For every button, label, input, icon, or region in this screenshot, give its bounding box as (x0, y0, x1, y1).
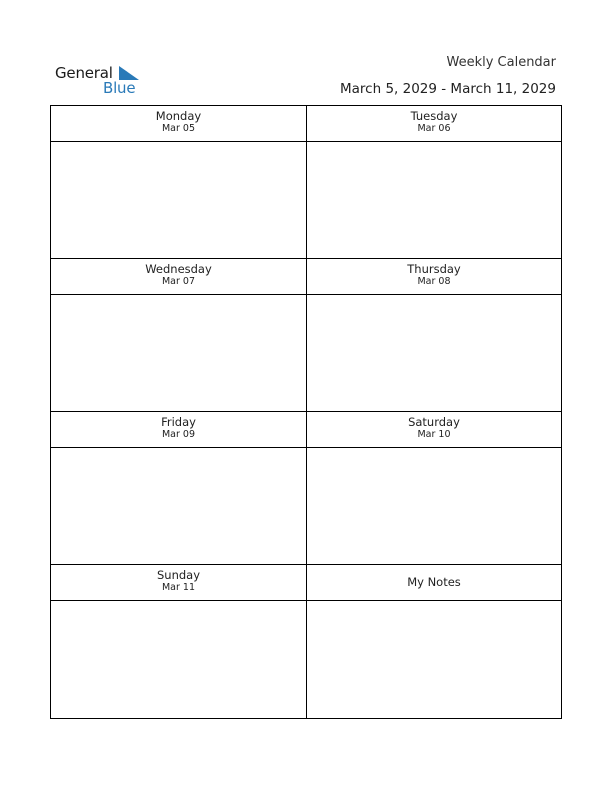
day-date: Mar 11 (161, 582, 196, 593)
day-date: Mar 10 (417, 429, 451, 440)
day-cell-saturday (307, 412, 561, 564)
day-name: Wednesday (145, 262, 212, 276)
notes-header (307, 565, 561, 601)
notes-label: My Notes (407, 575, 461, 589)
day-name: Tuesday (410, 109, 458, 123)
day-header (307, 259, 561, 295)
brand-word-blue: Blue (103, 79, 136, 97)
day-date: Mar 06 (417, 123, 451, 134)
day-cell-wednesday (51, 259, 306, 411)
day-header (307, 106, 561, 142)
day-date: Mar 08 (417, 276, 451, 287)
day-cell-sunday (51, 565, 306, 718)
day-header (51, 259, 306, 295)
day-header (51, 106, 306, 142)
day-header (51, 412, 306, 448)
day-name: Sunday (156, 568, 201, 582)
logo-triangle-icon (119, 66, 139, 80)
day-cell-tuesday (307, 106, 561, 258)
day-name: Thursday (407, 262, 461, 276)
calendar-grid (50, 105, 562, 719)
day-header (307, 412, 561, 448)
day-header (51, 565, 306, 601)
page-title: Weekly Calendar (446, 55, 556, 70)
brand-word-general: General (55, 64, 113, 82)
date-range: March 5, 2029 - March 11, 2029 (340, 81, 556, 97)
brand-logo (55, 62, 145, 98)
day-date: Mar 09 (161, 429, 196, 440)
day-cell-thursday (307, 259, 561, 411)
day-cell-monday (51, 106, 306, 258)
day-name: Saturday (408, 415, 460, 429)
day-date: Mar 05 (161, 123, 196, 134)
day-cell-friday (51, 412, 306, 564)
day-name: Friday (161, 415, 196, 429)
notes-cell (307, 565, 561, 718)
day-date: Mar 07 (161, 276, 196, 287)
day-name: Monday (155, 109, 202, 123)
